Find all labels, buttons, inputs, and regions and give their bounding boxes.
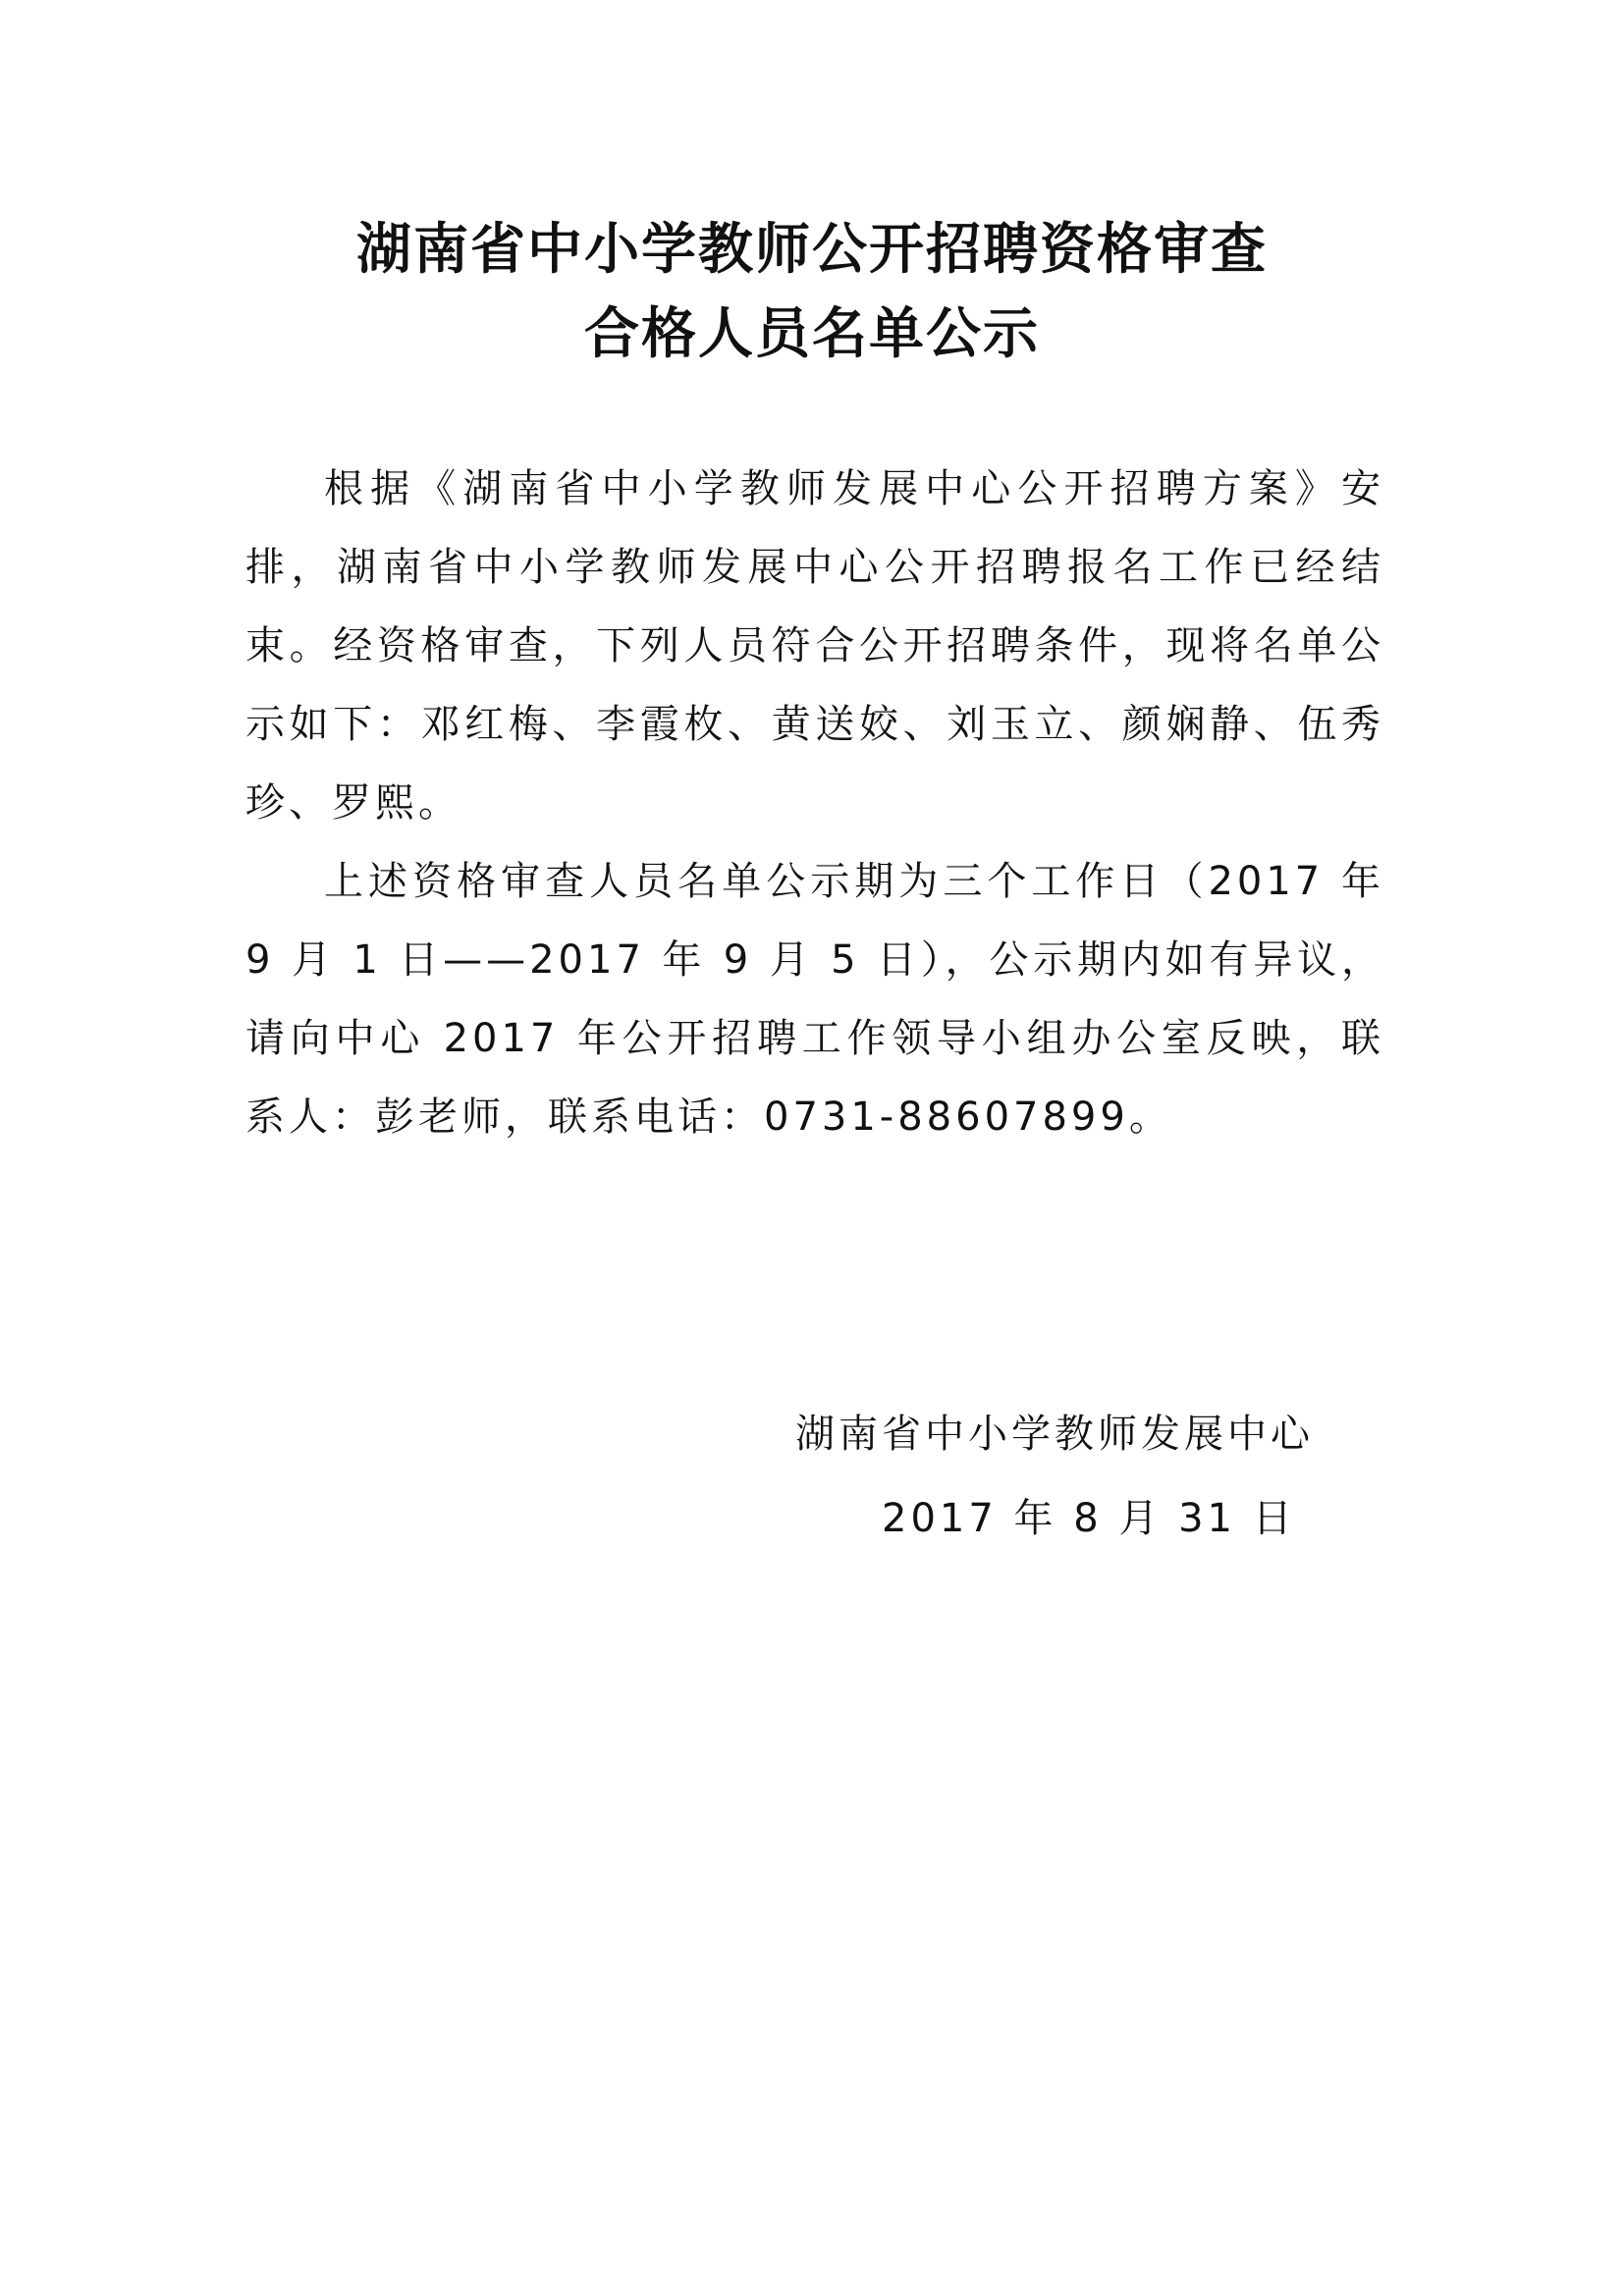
paragraph-announcement: 根据《湖南省中小学教师发展中心公开招聘方案》安排，湖南省中小学教师发展中心公开招聘报名工作已经结束。经资格审查，下列人员符合公开招聘条件，现将名单公示如下：邓红梅、李霞枚、黄送姣、刘玉立、颜娴静、伍秀珍、罗熙。 (245, 466, 1384, 826)
signature-organization: 湖南省中小学教师发展中心 (795, 1412, 1314, 1457)
signature-date: 2017 年 8 月 31 日 (882, 1496, 1296, 1541)
document-title-line-2: 合格人员名单公示 (584, 301, 1040, 366)
document-title-line-1: 湖南省中小学教师公开招聘资格审查 (356, 217, 1268, 282)
paragraph-publicity-period: 上述资格审查人员名单公示期为三个工作日（2017 年 9 月 1 日——2017 年 9 月 5 日），公示期内如有异议，请向中心 2017 年公开招聘工作领导小组办公室反映，联系人：彭老师，联系电话：0731-88607899。 (245, 859, 1384, 1140)
signature-block (795, 1392, 1314, 1561)
document-body (245, 450, 1384, 1156)
